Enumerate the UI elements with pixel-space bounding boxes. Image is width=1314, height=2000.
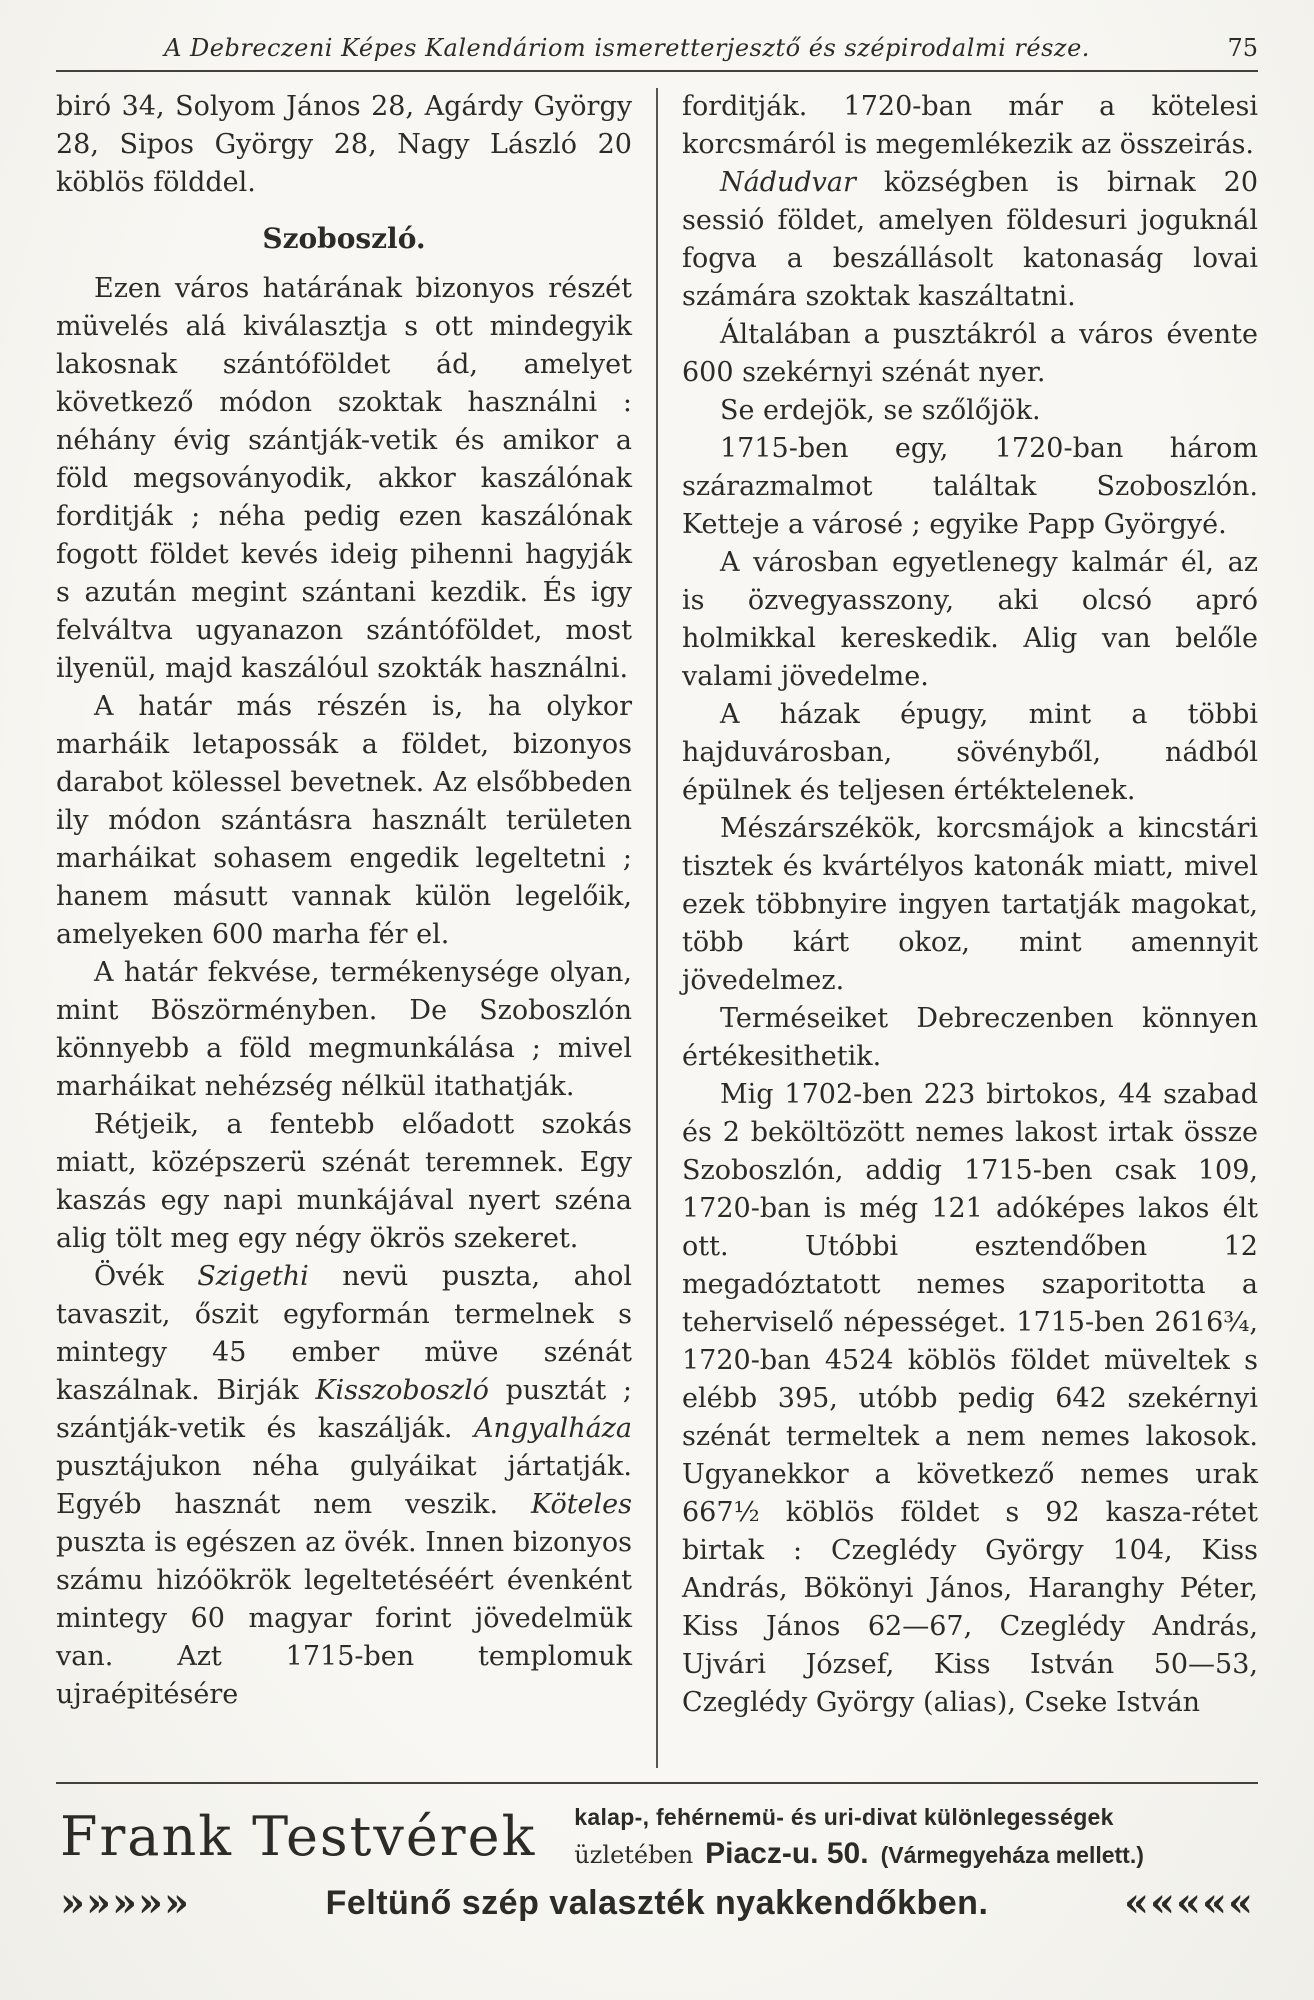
right-column [658, 88, 1258, 1768]
ad-bottom-row [60, 1879, 1254, 1926]
paragraph: Mészárszékök, korcsmájok a kincstári tisztek és kvártélyos katonák miatt, mivel ezek többnyire ingyen tartatják magokat, több kárt okoz, mint amennyit jövedelmez. [682, 813, 1258, 996]
paragraph: Se erdejök, se szőlőjök. [720, 395, 1041, 426]
paragraph: Nádudvar községben is birnak 20 sessió földet, amelyen földesuri joguknál fogva a beszállásolt katonaság lovai számára szoktak kaszáltatni. [682, 167, 1258, 312]
paragraph: Terméseiket Debreczenben könnyen értékesithetik. [682, 1003, 1258, 1072]
paragraph: 1715-ben egy, 1720-ban három szárazmalmot találtak Szoboszlón. Ketteje a városé ; egyike Papp Györgyé. [682, 433, 1258, 540]
chevrons-left-icon: ««««« [1123, 1879, 1254, 1926]
paragraph: biró 34, Solyom János 28, Agárdy György 28, Sipos György 28, Nagy László 20 köblös földdel. [56, 91, 632, 198]
page-number: 75 [1227, 34, 1258, 62]
paragraph: A városban egyetlenegy kalmár él, az is özvegyasszony, aki olcsó apró holmikkal kereskedik. Alig van belőle valami jövedelme. [682, 547, 1258, 692]
advertisement [56, 1784, 1258, 1926]
left-column [56, 88, 656, 1768]
ad-street-address: Piacz-u. 50. [705, 1837, 869, 1870]
ad-address-suffix: (Vármegyeháza mellett.) [880, 1842, 1144, 1868]
advertiser-name: Frank Testvérek [60, 1805, 537, 1869]
paragraph: Általában a pusztákról a város évente 600 szekérnyi szénát nyer. [682, 319, 1258, 388]
paragraph: forditják. 1720-ban már a kötelesi korcsmáról is megemlékezik az összeirás. [682, 91, 1258, 160]
ad-address-prefix: üzletében [574, 1841, 694, 1869]
paragraph: A határ fekvése, termékenysége olyan, mint Böszörményben. De Szoboszlón könnyebb a föld megmunkálása ; mivel marháikat nehézség nélkül itathatják. [56, 957, 632, 1102]
chevrons-right-icon: »»»»» [60, 1879, 190, 1926]
paragraph: Ezen város határának bizonyos részét müvelés alá kiválasztja s ott mindegyik lakosnak szántóföldet ád, amelyet következő módon szoktak használni : néhány évig szántják-vetik és amikor a föld megsoványodik, akkor kaszálónak forditják ; néha pedig ezen kaszálónak fogott földet kevés ideig pihenni hagyják s azután megint szántani kezdik. És igy felváltva ugyanazon szántóföldet, most ilyenül, majd kaszálóul szokták használni. [56, 273, 632, 684]
running-title: A Debreczeni Képes Kalendáriom ismeretterjesztő és szépirodalmi része. [164, 34, 1090, 62]
article-body [56, 88, 1258, 1768]
ad-services-line: kalap-, fehérnemü- és uri-divat különlegességek [574, 1804, 1114, 1830]
page-header [56, 34, 1258, 72]
ad-address-line [574, 1837, 1254, 1871]
ad-top-row [60, 1804, 1254, 1871]
paragraph: A házak épugy, mint a többi hajduvárosban, sövényből, nádból épülnek és teljesen értéktelenek. [682, 699, 1258, 806]
paragraph: A határ más részén is, ha olykor marháik letapossák a földet, bizonyos darabot kölessel bevetnek. Az elsőbbeden ily módon szántásra használt területen marháikat sohasem engedik legeltetni ; hanem másutt vannak külön legelőik, amelyeken 600 marha fér el. [56, 691, 632, 950]
paragraph: Övék Szigethi nevü puszta, ahol tavaszit, őszit egyformán termelnek s mintegy 45 ember müve szénát kaszálnak. Birják Kisszoboszló pusztát ; szántják-vetik és kaszálják. Angyalháza pusztájukon néha gulyáikat jártatják. Egyéb hasznát nem veszik. Köteles puszta is egészen az övék. Innen bizonyos számu hizóökrök legeltetéséért évenként mintegy 60 magyar forint jövedelmük van. Azt 1715-ben templomuk ujraépitésére [56, 1261, 633, 1710]
paragraph: Rétjeik, a fentebb előadott szokás miatt, középszerü szénát teremnek. Egy kaszás egy napi munkájával nyert széna alig tölt meg egy négy ökrös szekeret. [56, 1109, 632, 1254]
ad-copy [574, 1804, 1254, 1871]
ad-tagline: Feltünő szép valaszték nyakkendőkben. [325, 1883, 989, 1922]
section-heading: Szoboszló. [262, 222, 426, 255]
paragraph: Mig 1702-ben 223 birtokos, 44 szabad és 2 beköltözött nemes lakost irtak össze Szoboszlón, addig 1715-ben csak 109, 1720-ban is még 121 adóképes lakos élt ott. Utóbbi esztendőben 12 megadóztatott nemes szaporitotta a teherviselő népességet. 1715-ben 2616¾, 1720-ban 4524 köblös földet müveltek s elébb 395, utóbb pedig 642 szekérnyi szénát termeltek a nem nemes lakosok. Ugyanekkor a következő nemes urak 667½ köblös földet s 92 kasza-rétet birtak : Czeglédy György 104, Kiss András, Bökönyi János, Haranghy Péter, Kiss János 62—67, Czeglédy András, Ujvári József, Kiss István 50—53, Czeglédy György (alias), Cseke István [682, 1079, 1258, 1718]
